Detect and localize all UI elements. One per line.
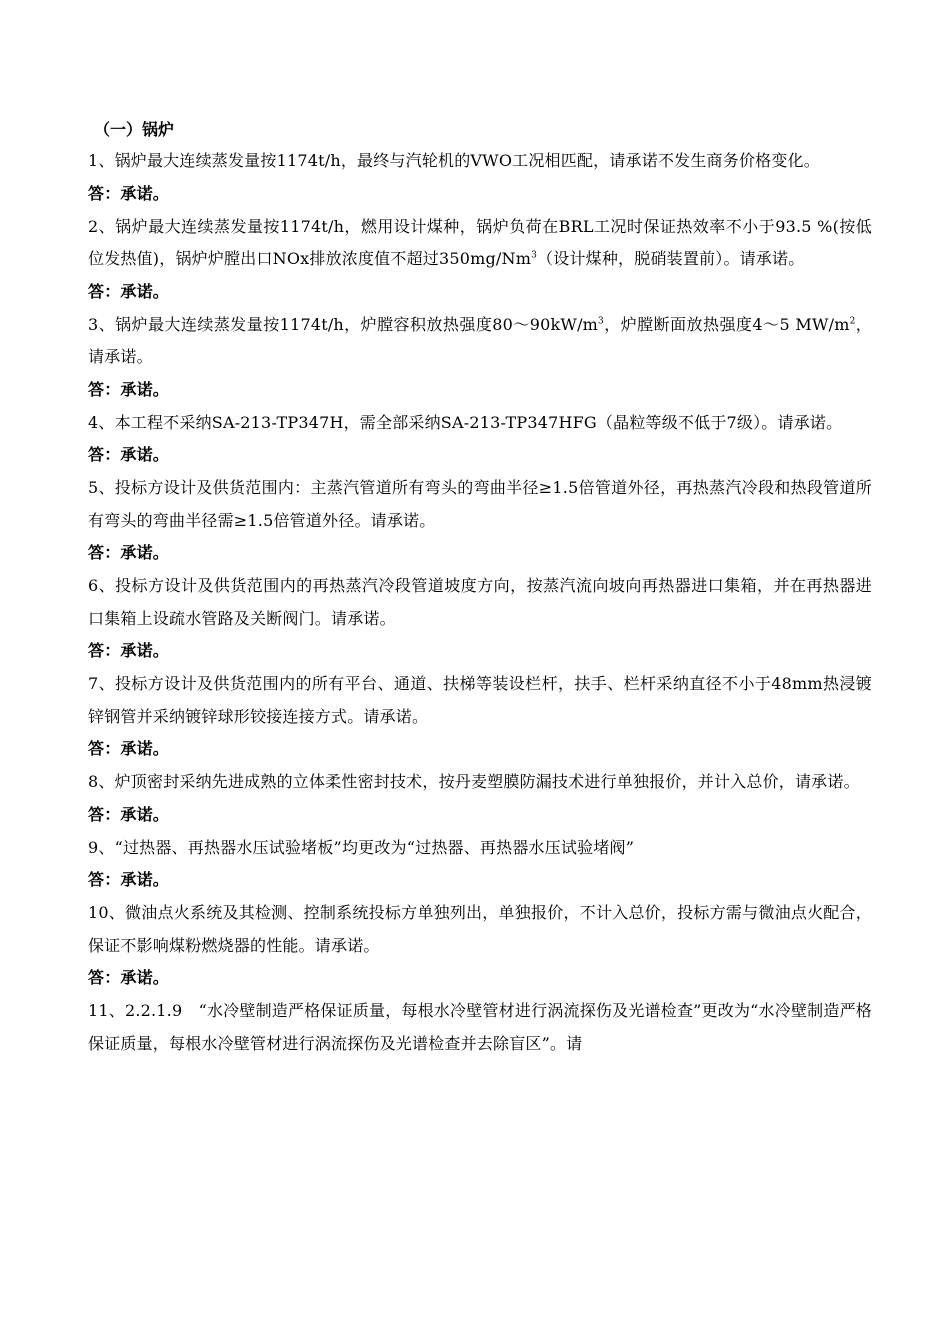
answer-text: 答：承诺。 <box>88 281 170 301</box>
answer-text: 答：承诺。 <box>88 804 170 824</box>
answer-text: 答：承诺。 <box>88 968 170 987</box>
list-item <box>88 407 872 473</box>
list-item <box>88 145 872 211</box>
list-item <box>88 832 872 898</box>
item-text: 11、2.2.1.9 “水冷壁制造严格保证质量，每根水冷壁管材进行涡流探伤及光谱检查”更改为“水冷壁制造严格保证质量，每根水冷壁管材进行涡流探伤及光谱检查并去除盲区”。请 <box>88 1001 872 1053</box>
answer-text: 答：承诺。 <box>88 543 170 562</box>
item-text: 10、微油点火系统及其检测、控制系统投标方单独列出，单独报价，不计入总价，投标方需与微油点火配合，保证不影响煤粉燃烧器的性能。请承诺。 <box>88 903 872 955</box>
item-text: 5、投标方设计及供货范围内：主蒸汽管道所有弯头的弯曲半径≥1.5倍管道外径，再热蒸汽冷段和热段管道所有弯头的弯曲半径需≥1.5倍管道外径。请承诺。 <box>88 478 872 530</box>
answer-text: 答：承诺。 <box>88 379 170 399</box>
answer-text: 答：承诺。 <box>88 445 170 464</box>
section-title: （一）锅炉 <box>94 120 175 139</box>
list-item <box>88 309 872 407</box>
answer-text: 答：承诺。 <box>88 183 170 203</box>
list-item <box>88 211 872 309</box>
item-text: 1、锅炉最大连续蒸发量按1174t/h，最终与汽轮机的VWO工况相匹配，请承诺不发生商务价格变化。 <box>88 151 820 170</box>
unit-exponent: 3 <box>531 250 538 261</box>
item-text: 9、“过热器、再热器水压试验堵板”均更改为“过热器、再热器水压试验堵阀” <box>88 837 635 857</box>
list-item <box>88 897 872 995</box>
list-item <box>88 995 872 1060</box>
unit-exponent: 2 <box>849 316 856 327</box>
list-item <box>88 570 872 668</box>
item-text: 2、锅炉最大连续蒸发量按1174t/h，燃用设计煤种，锅炉负荷在BRL工况时保证热效率不小于93.5 %(按低位发热值)，锅炉炉膛出口NOx排放浓度值不超过350mg/Nm$^3$（设计煤种，脱硝装置前）。请承诺。 <box>88 216 872 268</box>
answer-text: 答：承诺。 <box>88 870 170 889</box>
document-body <box>88 115 872 1060</box>
item-text: 6、投标方设计及供货范围内的再热蒸汽冷段管道坡度方向，按蒸汽流向坡向再热器进口集箱，并在再热器进口集箱上设疏水管路及关断阀门。请承诺。 <box>88 576 872 628</box>
unit-exponent: 3 <box>598 316 604 327</box>
item-text: 8、炉顶密封采纳先进成熟的立体柔性密封技术，按丹麦塑膜防漏技术进行单独报价，并计入总价，请承诺。 <box>88 772 860 791</box>
answer-text: 答：承诺。 <box>88 641 170 660</box>
list-item <box>88 472 872 570</box>
list-item <box>88 766 872 832</box>
item-text: 3、锅炉最大连续蒸发量按1174t/h，炉膛容积放热强度$80\sim 90kW/m^3$，炉膛断面放热强度4～5 $MW/m^2$，请承诺。 <box>88 314 872 366</box>
item-text: 4、本工程不采纳SA-213-TP347H，需全部采纳SA-213-TP347HFG（晶粒等级不低于7级）。请承诺。 <box>88 412 843 432</box>
answer-text: 答：承诺。 <box>88 739 170 758</box>
item-text: 7、投标方设计及供货范围内的所有平台、通道、扶梯等装设栏杆，扶手、栏杆采纳直径不小于48mm热浸镀锌钢管并采纳镀锌球形铰接连接方式。请承诺。 <box>88 674 872 726</box>
list-item <box>88 668 872 766</box>
